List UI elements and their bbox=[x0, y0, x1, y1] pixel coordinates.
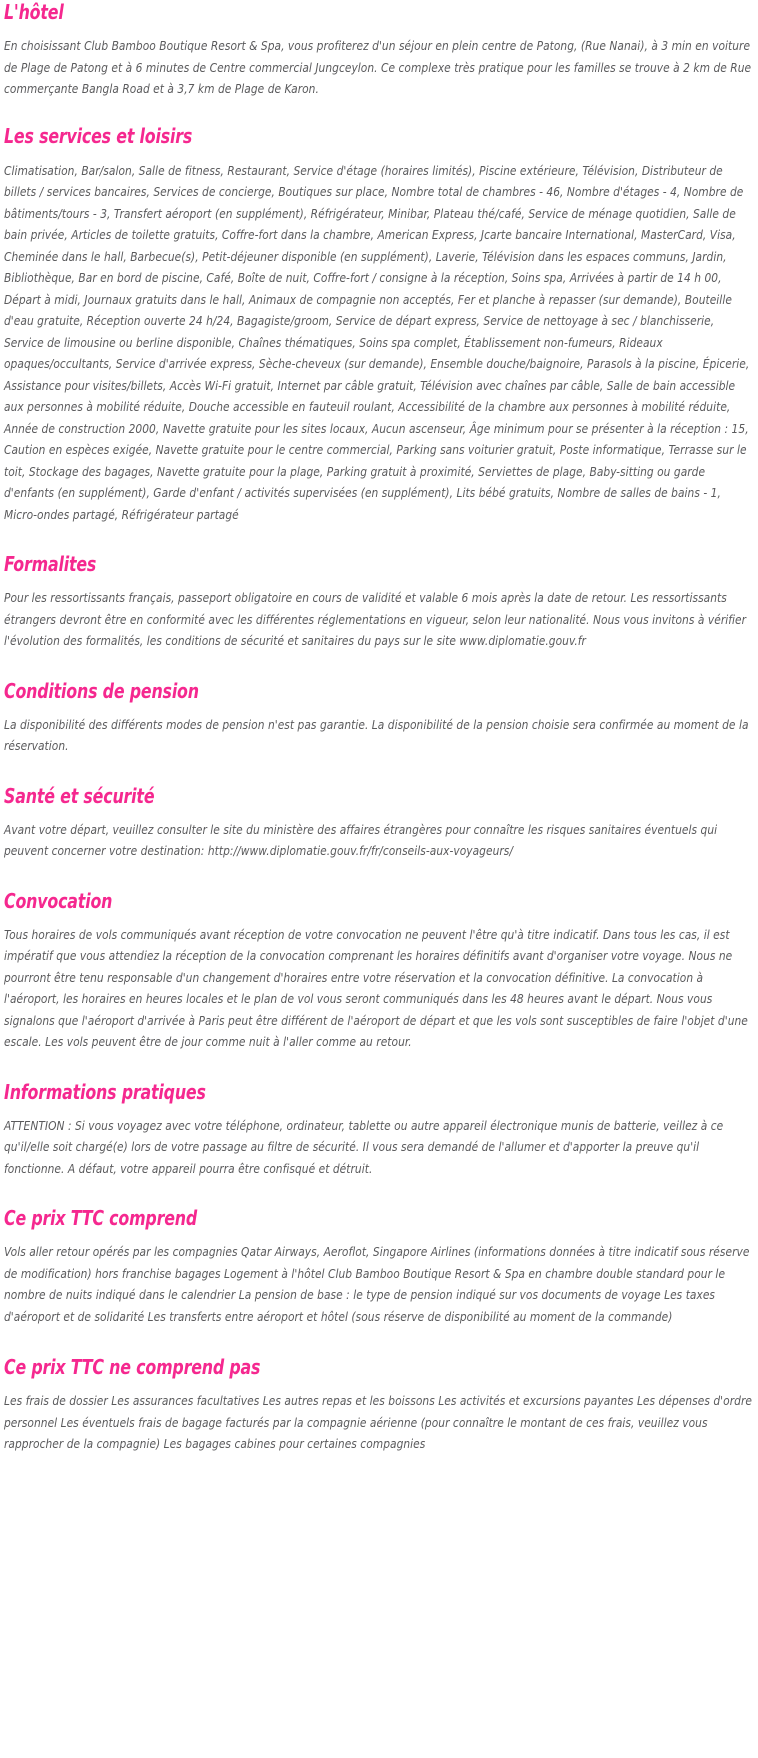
section-title-convocation: Convocation bbox=[4, 888, 113, 913]
section-body-formalites: Pour les ressortissants français, passeport obligatoire en cours de validité et valable 6 mois après la date de retour. Les ressortissants étrangers devront être en conformité avec les différentes réglementations en vigueur, selon leur nationalité. Nous vous invitons à vérifier l'évolution des formalités, les conditions de sécurité et sanitaires du pays sur le site www.diplomatie.gouv.fr bbox=[4, 590, 747, 648]
section-body-prix-comprend: Vols aller retour opérés par les compagnies Qatar Airways, Aeroflot, Singapore Airlines (informations données à titre indicatif sous réserve de modification) hors franchise bagages Logement à l'hôtel Club Bamboo Boutique Resort & Spa en chambre double standard pour le nombre de nuits indiqué dans le calendrier La pension de base : le type de pension indiqué sur vos documents de voyage Les taxes d'aéroport et de solidarité Les transferts entre aéroport et hôtel (sous réserve de disponibilité au moment de la commande) bbox=[4, 1244, 750, 1324]
section-body-convocation: Tous horaires de vols communiqués avant réception de votre convocation ne peuvent l'être qu'à titre indicatif. Dans tous les cas, il est impératif que vous attendiez la réception de la convocation comprenant les horaires définitifs avant d'organiser votre voyage. Nous ne pourront être tenu responsable d'un changement d'horaires entre votre réservation et la convocation définitive. La convocation à l'aéroport, les horaires en heures locales et le plan de vol vous seront communiqués dans les 48 heures avant le départ. Nous vous signalons que l'aéroport d'arrivée à Paris peut être différent de l'aéroport de départ et que les vols sont susceptibles de faire l'objet d'une escale. Les vols peuvent être de jour comme nuit à l'aller comme au retour. bbox=[4, 926, 748, 1049]
section-prix-ttc-comprend bbox=[4, 1179, 754, 1327]
section-prix-ttc-ne-comprend-pas bbox=[4, 1327, 754, 1455]
section-informations-pratiques bbox=[4, 1053, 754, 1180]
section-services-et-loisirs bbox=[4, 100, 754, 526]
section-body-prix-ne-comprend-pas: Les frais de dossier Les assurances facultatives Les autres repas et les boissons Les activités et excursions payantes Les dépenses d'ordre personnel Les éventuels frais de bagage facturés par la compagnie aérienne (pour connaître le montant de ces frais, veuillez vous rapprocher de la compagnie) Les bagages cabines pour certaines compagnies bbox=[4, 1393, 752, 1451]
section-sante-et-securite bbox=[4, 757, 754, 862]
section-conditions-de-pension bbox=[4, 652, 754, 757]
section-body-informations-pratiques: ATTENTION : Si vous voyagez avec votre téléphone, ordinateur, tablette ou autre appareil électronique munis de batterie, veillez à ce qu'il/elle soit chargé(e) lors de votre passage au filtre de sécurité. Il vous sera demandé de l'allumer et d'apporter la preuve qu'il fonctionne. A défaut, votre appareil pourra être confisqué et détruit. bbox=[4, 1117, 724, 1176]
section-title-prix-ne-comprend-pas: Ce prix TTC ne comprend pas bbox=[4, 1355, 261, 1379]
section-title-informations-pratiques: Informations pratiques bbox=[4, 1079, 206, 1104]
section-body-sante-securite: Avant votre départ, veuillez consulter le site du ministère des affaires étrangères pour connaître les risques sanitaires éventuels qui peuvent concerner votre destination: http://www.diplomatie.gouv.fr/fr/conseils-aux-voyageurs/ bbox=[4, 821, 718, 858]
section-title-services: Les services et loisirs bbox=[4, 123, 193, 148]
section-formalites bbox=[4, 525, 754, 652]
section-title-prix-comprend: Ce prix TTC comprend bbox=[4, 1206, 198, 1230]
section-title-formalites: Formalites bbox=[4, 552, 97, 576]
section-body-services: Climatisation, Bar/salon, Salle de fitness, Restaurant, Service d'étage (horaires limités), Piscine extérieure, Télévision, Distributeur de billets / services bancaires, Services de concierge, Boutiques sur place, Nombre total de chambres - 46, Nombre d'étages - 4, Nombre de bâtiments/tours - 3, Transfert aéroport (en supplément), Réfrigérateur, Minibar, Plateau thé/café, Service de ménage quotidien, Salle de bain privée, Articles de toilette gratuits, Coffre-fort dans la chambre, American Express, Jcarte bancaire International, MasterCard, Visa, Cheminée dans le hall, Barbecue(s), Petit-déjeuner disponible (en supplément), Laverie, Télévision dans les espaces communs, Jardin, Bibliothèque, Bar en bord de piscine, Café, Boîte de nuit, Coffre-fort / consigne à la réception, Soins spa, Arrivées à partir de 14 h 00, Départ à midi, Journaux gratuits dans le hall, Animaux de compagnie non acceptés, Fer et planche à repasser (sur demande), Bouteille d'eau gratuite, Réception ouverte 24 h/24, Bagagiste/groom, Service de départ express, Service de nettoyage à sec / blanchisserie, Service de limousine ou berline disponible, Chaînes thématiques, Soins spa complet, Établissement non-fumeurs, Rideaux opaques/occultants, Service d'arrivée express, Sèche-cheveux (sur demande), Ensemble douche/baignoire, Parasols à la piscine, Épicerie, Assistance pour visites/billets, Accès Wi-Fi gratuit, Internet par câble gratuit, Télévision avec chaînes par câble, Salle de bain accessible aux personnes à mobilité réduite, Douche accessible en fauteuil roulant, Accessibilité de la chambre aux personnes à mobilité réduite, Année de construction 2000, Navette gratuite pour les sites locaux, Aucun ascenseur, Âge minimum pour se présenter à la réception : 15, Caution en espèces exigée, Navette gratuite pour le centre commercial, Parking sans voiturier gratuit, Poste informatique, Terrasse sur le toit, Stockage des bagages, Navette gratuite pour la plage, Parking gratuit à proximité, Serviettes de plage, Baby-sitting ou garde d'enfants (en supplément), Garde d'enfant / activités supervisées (en supplément), Lits bébé gratuits, Nombre de salles de bains - 1, Micro-ondes partagé, Réfrigérateur partagé bbox=[4, 162, 750, 522]
section-title-sante-securite: Santé et sécurité bbox=[4, 783, 155, 808]
section-convocation bbox=[4, 862, 754, 1053]
section-body-conditions-pension: La disponibilité des différents modes de pension n'est pas garantie. La disponibilité de la pension choisie sera confirmée au moment de la réservation. bbox=[4, 716, 749, 753]
section-title-hotel: L'hôtel bbox=[4, 0, 64, 24]
section-hotel bbox=[4, 0, 754, 100]
section-title-conditions-pension: Conditions de pension bbox=[4, 678, 199, 703]
section-body-hotel: En choisissant Club Bamboo Boutique Resort & Spa, vous profiterez d'un séjour en plein centre de Patong, (Rue Nanai), à 3 min en voiture de Plage de Patong et à 6 minutes de Centre commercial Jungceylon. Ce complexe très pratique pour les familles se trouve à 2 km de Rue commerçante Bangla Road et à 3,7 km de Plage de Karon. bbox=[4, 38, 752, 96]
